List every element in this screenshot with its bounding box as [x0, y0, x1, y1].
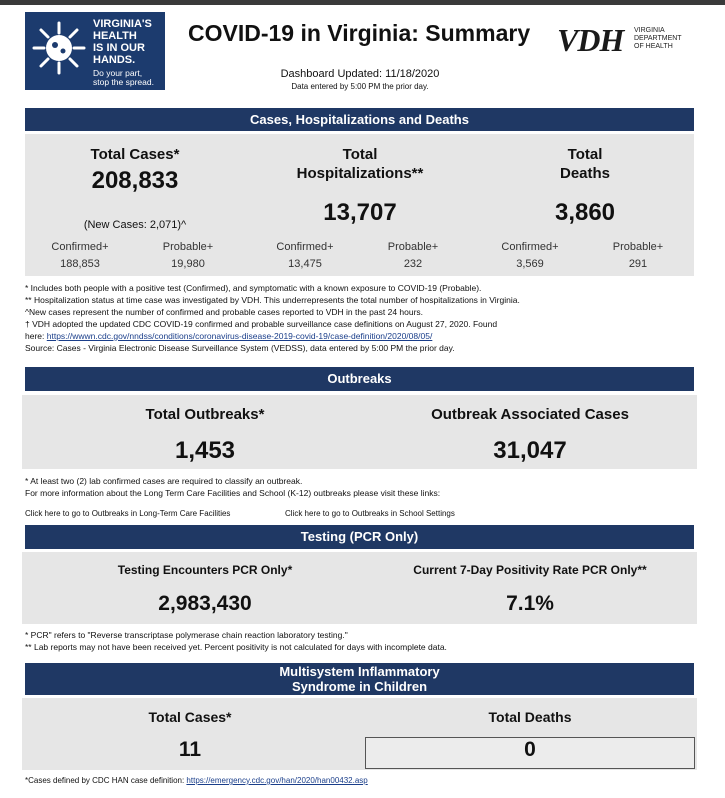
total-cases-label: Total Cases* [90, 146, 180, 163]
section-header-outbreaks: Outbreaks [25, 367, 694, 391]
misc-title-line2: Syndrome in Children [291, 679, 428, 694]
outbreak-note: * At least two (2) lab confirmed cases are required to classify an outbreak. [25, 476, 303, 486]
cases-confirmed-label: Confirmed+ [51, 241, 109, 253]
hosp-confirmed-value: 13,475 [288, 258, 322, 270]
source-note: Source: Cases - Virginia Electronic Disease Surveillance System (VEDSS), data entered by 5:00 PM the prior day. [25, 343, 455, 353]
section-header-testing: Testing (PCR Only) [25, 525, 694, 549]
top-strip [0, 0, 725, 5]
footnote-hospitalizations: ** Hospitalization status at time case was investigated by VDH. This underrepresents the total number of hospitalizations in Virginia. [25, 295, 520, 305]
logo-subtext: Do your part, stop the spread. [93, 68, 154, 87]
testing-encounters-value: 2,983,430 [158, 592, 252, 615]
hosp-probable-label: Probable+ [387, 241, 439, 253]
total-cases-value: 208,833 [91, 167, 179, 194]
footnote-case-definition: † VDH adopted the updated CDC COVID-19 confirmed and probable surveillance case definitions on August 27, 2020. Found [25, 319, 498, 329]
deaths-probable-value: 291 [628, 258, 648, 270]
outbreak-cases-label: Outbreak Associated Cases [431, 406, 629, 423]
section-header-misc [25, 663, 694, 695]
outbreak-cases-value: 31,047 [493, 437, 567, 464]
vdh-logo-subtext: VIRGINIA DEPARTMENT OF HEALTH [634, 27, 682, 50]
positivity-rate-value: 7.1% [506, 592, 554, 615]
hosp-probable-value: 232 [403, 258, 423, 270]
total-outbreaks-label: Total Outbreaks* [145, 406, 265, 423]
hospitalizations-label-line2: Hospitalizations** [296, 165, 424, 182]
misc-total-deaths-value: 0 [524, 738, 536, 761]
lab-reports-note: ** Lab reports may not have been received yet. Percent positivity is not calculated for days with incomplete data. [25, 642, 447, 652]
cdc-han-link[interactable]: https://emergency.cdc.gov/han/2020/han00432.asp [186, 776, 368, 785]
pcr-note: * PCR" refers to "Reverse transcriptase polymerase chain reaction laboratory testing." [25, 630, 348, 640]
virginia-health-logo [25, 12, 165, 90]
data-entered-note: Data entered by 5:00 PM the prior day. [291, 82, 429, 91]
hospitalizations-label-line1: Total [342, 146, 378, 163]
vdh-logo: VDH [557, 22, 624, 58]
cases-probable-value: 19,980 [171, 258, 205, 270]
deaths-label-line2: Deaths [559, 165, 611, 182]
deaths-confirmed-label: Confirmed+ [501, 241, 559, 253]
footnote-here-line [25, 331, 432, 342]
misc-title-line1: Multisystem Inflammatory [279, 664, 440, 679]
outbreak-links-intro: For more information about the Long Term Care Facilities and School (K-12) outbreaks please visit these links: [25, 488, 441, 498]
misc-definition-note [25, 775, 368, 786]
total-deaths-value: 3,860 [554, 199, 616, 226]
misc-total-deaths-label: Total Deaths [488, 709, 572, 725]
footnote-cases: * Includes both people with a positive test (Confirmed), and symptomatic with a known exposure to COVID-19 (Probable). [25, 283, 482, 293]
new-cases: (New Cases: 2,071)^ [83, 219, 187, 231]
hosp-confirmed-label: Confirmed+ [276, 241, 334, 253]
dashboard-updated: Dashboard Updated: 11/18/2020 [280, 68, 440, 80]
misc-note-prefix: *Cases defined by CDC HAN case definition: [25, 776, 187, 785]
deaths-label-line1: Total [567, 146, 603, 163]
school-outbreaks-link[interactable]: Click here to go to Outbreaks in School Settings [285, 509, 455, 518]
total-outbreaks-value: 1,453 [174, 437, 236, 464]
deaths-probable-label: Probable+ [612, 241, 664, 253]
ltc-outbreaks-link[interactable]: Click here to go to Outbreaks in Long-Term Care Facilities [25, 509, 231, 518]
cases-confirmed-value: 188,853 [60, 258, 100, 270]
total-hospitalizations-value: 13,707 [323, 199, 397, 226]
positivity-rate-label: Current 7-Day Positivity Rate PCR Only** [413, 563, 647, 577]
section-header-cases: Cases, Hospitalizations and Deaths [25, 108, 694, 131]
footnote-new-cases: ^New cases represent the number of confirmed and probable cases reported to VDH in the past 24 hours. [25, 307, 424, 317]
cases-probable-label: Probable+ [162, 241, 214, 253]
deaths-confirmed-value: 3,569 [516, 258, 544, 270]
page-title: COVID-19 in Virginia: Summary [188, 20, 531, 46]
testing-encounters-label: Testing Encounters PCR Only* [117, 563, 293, 577]
cdc-case-definition-link[interactable]: https://wwwn.cdc.gov/nndss/conditions/coronavirus-disease-2019-covid-19/case-definition/2020/08/05/ [46, 331, 433, 341]
logo-text: VIRGINIA'S HEALTH IS IN OUR HANDS. [93, 18, 152, 66]
here-prefix: here: [25, 331, 47, 341]
misc-total-cases-label: Total Cases* [148, 709, 232, 725]
misc-total-cases-value: 11 [178, 738, 202, 761]
virus-icon [31, 20, 87, 76]
